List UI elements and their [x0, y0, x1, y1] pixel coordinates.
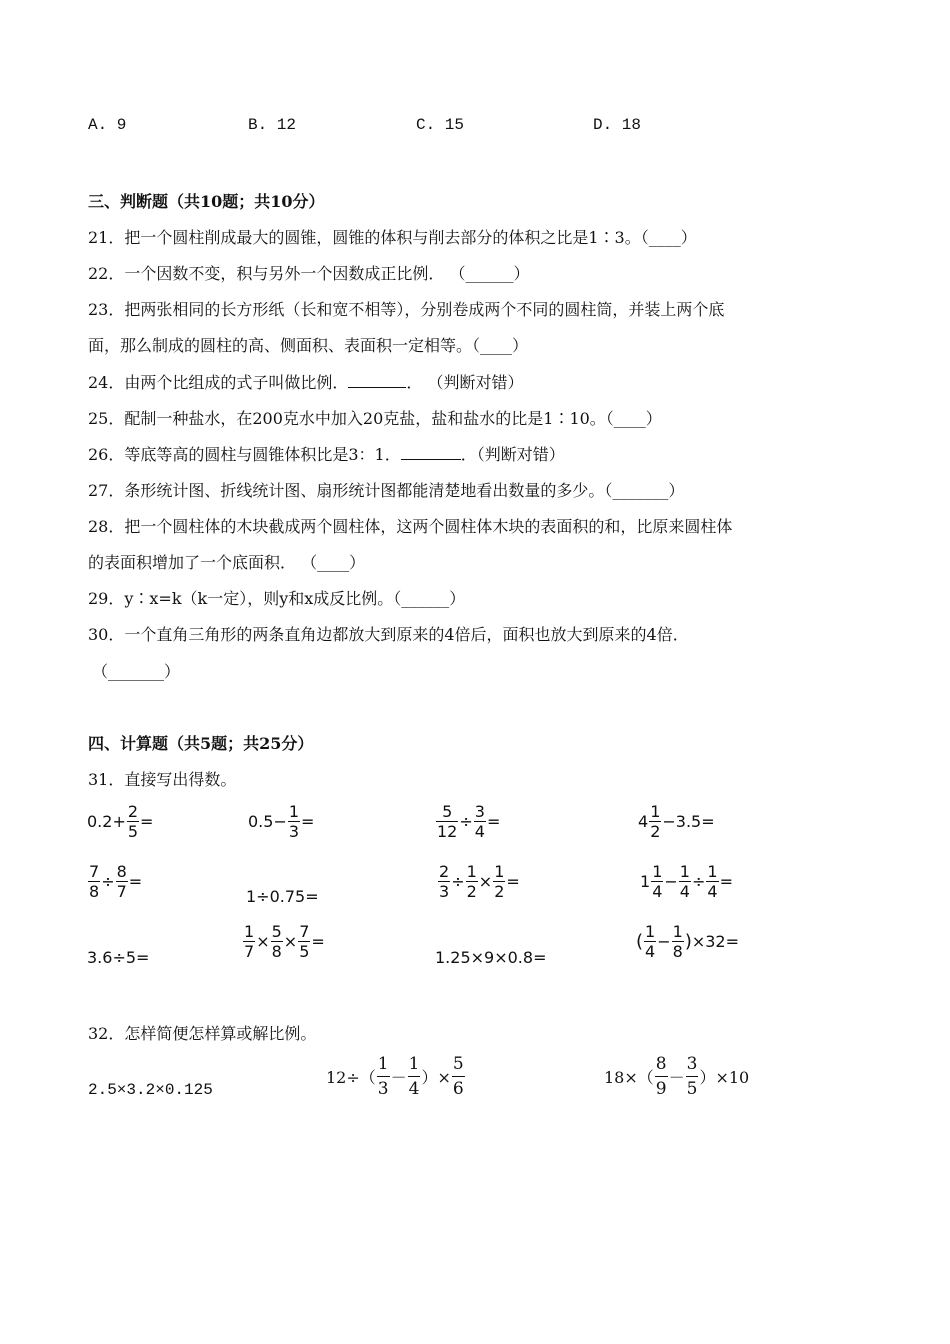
question-23-line2: 面，那么制成的圆柱的高、侧面积、表面积一定相等。（____） — [88, 336, 529, 355]
expr-r3c3: 1.25×9×0.8= — [435, 948, 547, 967]
question-24-text: 24．由两个比组成的式子叫做比例． — [88, 373, 349, 392]
section-4-title: 四、计算题（共5题；共25分） — [88, 734, 314, 753]
section-3-title: 三、判断题（共10题；共10分） — [88, 192, 325, 211]
expr-32b: 12÷（ $\frac{1}{3}$ － $\frac{1}{4}$ ）× $\frac{5}{6}$ — [326, 1054, 464, 1099]
question-28-line2: 的表面积增加了一个底面积． （____） — [88, 553, 366, 572]
option-c: C. 15 — [416, 116, 465, 134]
expr-r1c4: 4 $\frac{1}{2}$ −3.5= — [638, 802, 715, 841]
question-24-suffix: ． （判断对错） — [406, 373, 524, 392]
question-28-line1: 28．把一个圆柱体的木块截成两个圆柱体，这两个圆柱体木块的表面积的和，比原来圆柱体 — [88, 517, 733, 536]
question-32: 32．怎样简便怎样算或解比例。 — [88, 1024, 317, 1043]
question-30-line1: 30．一个直角三角形的两条直角边都放大到原来的4倍后，面积也放大到原来的4倍． — [88, 625, 689, 644]
question-23-line1: 23．把两张相同的长方形纸（长和宽不相等），分别卷成两个不同的圆柱筒，并装上两个底 — [88, 300, 725, 319]
expr-r2c4: 1 $\frac{1}{4}$ − $\frac{1}{4}$ ÷ $\frac{1}{4}$ = — [640, 862, 733, 901]
question-30-line2: （_______） — [92, 662, 181, 681]
question-27: 27．条形统计图、折线统计图、扇形统计图都能清楚地看出数量的多少。（_______） — [88, 481, 685, 500]
expr-r1c3: $\frac{5}{12}$ ÷ $\frac{3}{4}$ = — [437, 802, 501, 841]
option-a: A. 9 — [88, 116, 127, 134]
expr-r3c4: ( $\frac{1}{4}$ − $\frac{1}{8}$ )×32= — [636, 922, 740, 961]
question-26-text: 26．等底等高的圆柱与圆锥体积比是3：1． — [88, 445, 401, 464]
expr-32c: 18×（ $\frac{8}{9}$ － $\frac{3}{5}$ ）×10 — [604, 1054, 750, 1099]
expr-r1c1: 0.2+ $\frac{2}{5}$ = — [87, 802, 154, 841]
expr-r2c1: $\frac{7}{8}$ ÷ $\frac{8}{7}$ = — [89, 862, 143, 901]
answer-blank-26[interactable] — [401, 459, 461, 460]
answer-blank-24[interactable] — [348, 387, 406, 388]
option-b: B. 12 — [248, 116, 297, 134]
expr-r1c2: 0.5− $\frac{1}{3}$ = — [248, 802, 315, 841]
question-22: 22．一个因数不变，积与另外一个因数成正比例． （______） — [88, 264, 530, 283]
question-29: 29．y∶x=k（k一定），则y和x成反比例。（______） — [88, 589, 466, 608]
expr-r3c1: 3.6÷5= — [87, 948, 150, 967]
expr-32a: 2.5×3.2×0.125 — [88, 1081, 213, 1099]
question-24 — [88, 370, 523, 393]
expr-r3c2: $\frac{1}{7}$ × $\frac{5}{8}$ × $\frac{7}{5}$ = — [244, 922, 325, 961]
option-d: D. 18 — [593, 116, 642, 134]
question-21: 21．把一个圆柱削成最大的圆锥，圆锥的体积与削去部分的体积之比是1∶3。（____） — [88, 228, 697, 247]
expr-r2c3: $\frac{2}{3}$ ÷ $\frac{1}{2}$ × $\frac{1}{2}$ = — [439, 862, 520, 901]
question-26 — [88, 442, 565, 465]
question-31: 31．直接写出得数。 — [88, 770, 237, 789]
question-25: 25．配制一种盐水，在200克水中加入20克盐，盐和盐水的比是1∶10。（____） — [88, 409, 662, 428]
question-26-suffix: ．（判断对错） — [460, 445, 565, 464]
expr-r2c2: 1÷0.75= — [246, 887, 319, 906]
